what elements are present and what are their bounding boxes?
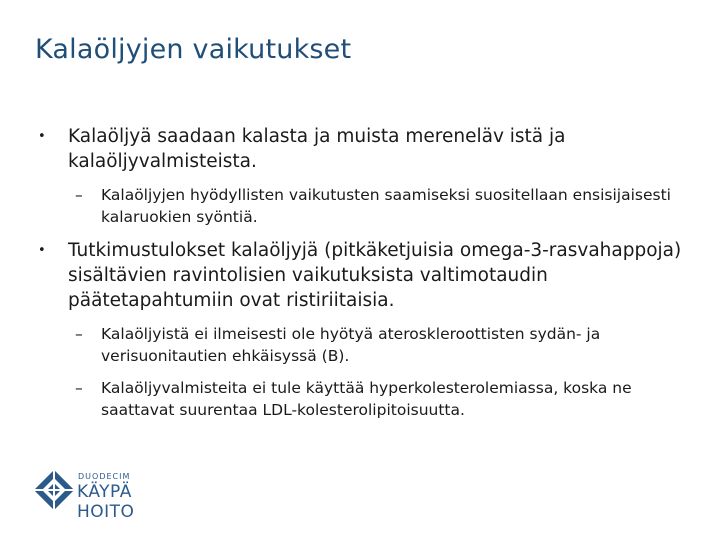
- logo-big-text: KÄYPÄ HOITO: [77, 482, 135, 522]
- bullet-1-sub-1-text: Kalaöljyjen hyödyllisten vaikutusten saamiseksi suositellaan ensisijaisesti kalaruokien syöntiä.: [101, 186, 671, 226]
- bullet-2-sub-1-text: Kalaöljyistä ei ilmeisesti ole hyötyä ateroskleroottisten sydän- ja verisuonitautien ehkäisyssä (B).: [101, 325, 601, 365]
- bullet-2: [38, 238, 698, 313]
- sub-dash: –: [75, 186, 83, 204]
- bullet-1-sub-1: [38, 184, 698, 228]
- slide-title: Kalaöljyjen vaikutukset: [35, 34, 352, 65]
- slide-content: [38, 124, 698, 431]
- bullet-2-sub-2-text: Kalaöljyvalmisteita ei tule käyttää hyperkolesterolemiassa, koska ne saattavat suurentaa LDL-kolesterolipitoisuutta.: [101, 379, 632, 419]
- bullet-2-sub-1: [38, 323, 698, 367]
- kaypa-hoito-logo: [33, 465, 193, 522]
- diamond-logo-icon: [33, 469, 75, 511]
- logo-small-text: DUODECIM: [78, 472, 131, 481]
- bullet-dot: •: [38, 129, 46, 144]
- bullet-1: [38, 124, 698, 174]
- bullet-1-text: Kalaöljyä saadaan kalasta ja muista mereneläv istä ja kalaöljyvalmisteista.: [68, 126, 566, 172]
- sub-dash: –: [75, 379, 83, 397]
- bullet-2-text: Tutkimustulokset kalaöljyjä (pitkäketjuisia omega-3-rasvahappoja) sisältävien ravintolisien vaikutuksista valtimotaudin päätetapahtumiin ovat ristiriitaisia.: [68, 240, 682, 311]
- bullet-2-sub-2: [38, 377, 698, 421]
- bullet-dot: •: [38, 243, 46, 258]
- sub-dash: –: [75, 325, 83, 343]
